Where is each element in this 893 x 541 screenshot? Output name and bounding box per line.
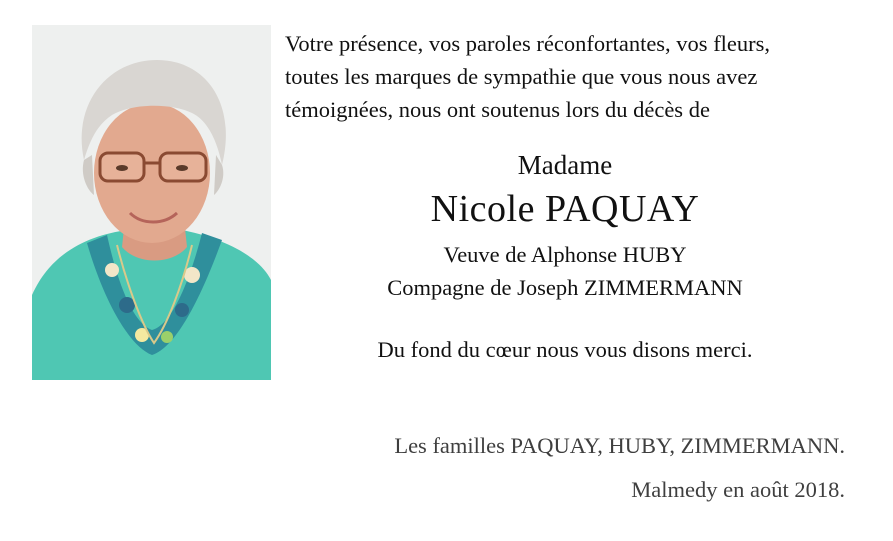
families-signature: Les familles PAQUAY, HUBY, ZIMMERMANN. (394, 433, 845, 458)
intro-text (285, 27, 875, 126)
intro-line-1: Votre présence, vos paroles réconfortantes, vos fleurs, (285, 31, 771, 56)
relation-companion: Compagne de Joseph ZIMMERMANN (387, 275, 743, 300)
thanks-message: Du fond du cœur nous vous disons merci. (377, 337, 753, 362)
portrait-image (32, 25, 271, 380)
portrait-photo (32, 25, 271, 380)
place-date: Malmedy en août 2018. (631, 477, 845, 502)
salutation: Madame (517, 150, 613, 180)
intro-line-3: témoignées, nous ont soutenus lors du décès de (285, 97, 710, 122)
intro-line-2: toutes les marques de sympathie que vous nous avez (285, 64, 758, 89)
deceased-name: Nicole PAQUAY (430, 188, 700, 230)
relation-widow: Veuve de Alphonse HUBY (443, 242, 687, 267)
